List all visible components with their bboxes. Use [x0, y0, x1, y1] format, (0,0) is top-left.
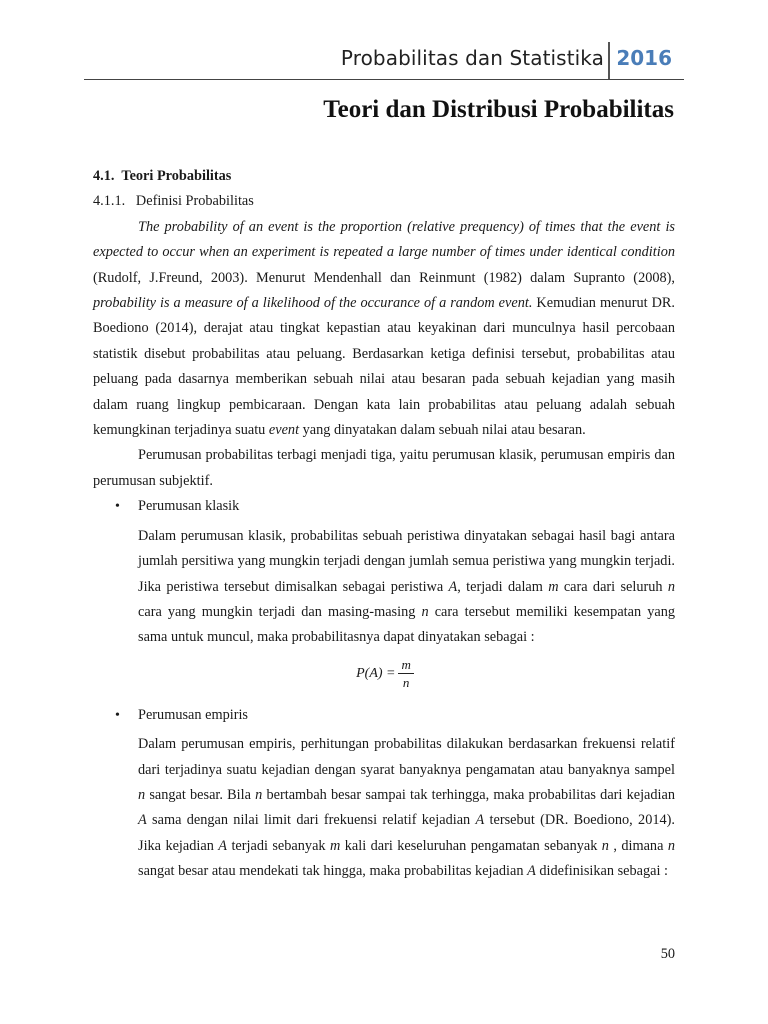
bullet-title: Perumusan klasik: [138, 498, 240, 515]
formula-fraction: [398, 657, 413, 690]
text-run: tersebut (DR. Boediono, 2014). Jika kejadian: [138, 812, 675, 854]
probability-formula: [93, 651, 675, 697]
page-number: 50: [660, 946, 675, 962]
bullet-empirical-title: [93, 703, 675, 728]
text-run: cara yang mungkin terjadi dan masing-masing: [138, 603, 422, 620]
event-word: event: [268, 422, 300, 439]
var-n: n: [601, 837, 614, 854]
var-A: A: [138, 812, 147, 829]
var-n: n: [138, 786, 146, 803]
subsection-title: Definisi Probabilitas: [135, 193, 254, 210]
subsection-heading: [93, 189, 675, 214]
var-n: n: [667, 578, 675, 595]
paragraph-text-end: yang dinyatakan dalam sebuah nilai atau besaran.: [299, 422, 586, 439]
subsection-number: 4.1.1.: [93, 193, 126, 210]
text-run: terjadi sebanyak: [227, 837, 330, 854]
var-n: n: [255, 786, 263, 803]
chapter-title: Teori dan Distribusi Probabilitas: [323, 96, 674, 123]
text-run: didefinisikan sebagai :: [535, 863, 669, 880]
var-A: A: [475, 812, 485, 829]
var-n: n: [421, 603, 429, 620]
english-quote: The probability of an event is the proportion (relative prequency) of times that the event is expected to occur when an experiment is repeated a large number of times under identical condition: [93, 218, 675, 261]
text-run: , terjadi dalam: [457, 578, 549, 595]
var-A: A: [448, 578, 458, 595]
var-m: m: [548, 578, 559, 595]
section-heading: [93, 164, 675, 189]
text-run: Dalam perumusan klasik, probabilitas sebuah peristiwa dinyatakan sebagai hasil bagi antara jumlah persitiwa yang mungkin terjadi dengan jumlah semua peristiwa yang mungkin terjadi. Jika peristiwa tersebut dimisalkan sebagai peristiwa: [138, 527, 675, 595]
paragraph-text: Kemudian menurut DR. Boediono (2014), derajat atau tingkat kepastian atau keyakinan dari munculnya hasil percobaan statistik disebut probabilitas atau peluang. Berdasarkan ketiga definisi tersebut, probabilitas atau peluang pada dasarnya memberikan sebuah nilai atau besaran pada sebuah kejadian yang masih dalam ruang lingkup pembicaraan. Dengan kata lain probabilitas atau peluang adalah sebuah kemungkinan terjadinya suatu: [93, 295, 675, 439]
formula-lhs: P(A) =: [356, 666, 396, 682]
section-number: 4.1.: [93, 168, 115, 184]
bullet-classic-body: [93, 524, 675, 651]
document-body: [93, 164, 675, 885]
formulation-intro-paragraph: Perumusan probabilitas terbagi menjadi tiga, yaitu perumusan klasik, perumusan empiris dan perumusan subjektif.: [93, 447, 675, 489]
text-run: bertambah besar sampai tak terhingga, maka probabilitas dari kejadian: [262, 786, 675, 803]
bullet-icon: •: [115, 707, 120, 723]
text-run: , dimana: [613, 837, 668, 854]
formula-denominator: n: [402, 675, 410, 691]
header-divider: [608, 42, 610, 79]
section-title: Teori Probabilitas: [121, 168, 232, 184]
var-n: n: [667, 837, 675, 854]
formula-numerator: m: [398, 657, 413, 674]
citation-text: (Rudolf, J.Freund, 2003). Menurut Mendenhall dan Reinmunt (1982) dalam Supranto (2008),: [93, 269, 675, 286]
var-A: A: [527, 863, 536, 880]
text-run: sangat besar atau mendekati tak hingga, maka probabilitas kejadian: [138, 863, 528, 880]
bullet-classic-title: [93, 494, 675, 519]
text-run: cara tersebut memiliki kesempatan yang sama untuk muncul, maka probabilitasnya dapat dinyatakan sebagai :: [138, 603, 676, 646]
header-year: 2016: [616, 46, 672, 70]
english-quote-2: probability is a measure of a likelihood of the occurance of a random event.: [93, 295, 533, 312]
var-A: A: [218, 837, 228, 854]
var-m: m: [329, 837, 341, 854]
definition-paragraph: [93, 215, 675, 444]
header-title: Probabilitas dan Statistika: [340, 46, 604, 70]
text-run: kali dari keseluruhan pengamatan sebanyak: [340, 837, 602, 854]
text-run: sangat besar. Bila: [145, 786, 256, 803]
text-run: cara dari seluruh: [558, 578, 668, 595]
text-run: Dalam perumusan empiris, perhitungan probabilitas dilakukan berdasarkan frekuensi relatif dari terjadinya suatu kejadian dengan syarat banyaknya pengamatan atau banyaknya sampel: [138, 736, 675, 778]
bullet-title: Perumusan empiris: [138, 706, 248, 723]
bullet-icon: •: [115, 499, 120, 515]
text-run: sama dengan nilai limit dari frekuensi relatif kejadian: [146, 812, 476, 829]
page-header: [84, 42, 684, 80]
bullet-empirical-body: [93, 732, 675, 884]
